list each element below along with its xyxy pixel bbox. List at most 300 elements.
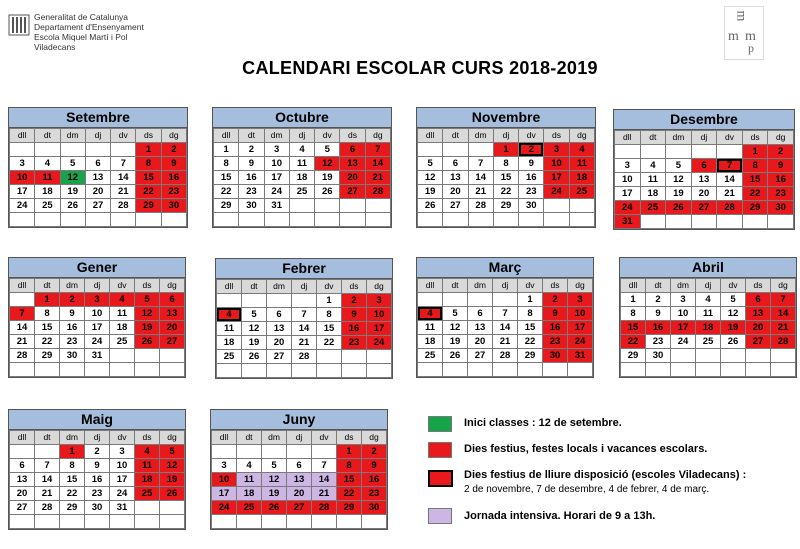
day-cell: 11 bbox=[110, 307, 135, 321]
weekday-header: dll bbox=[212, 431, 237, 445]
weekday-header: dg bbox=[160, 431, 185, 445]
day-cell: 26 bbox=[418, 199, 443, 213]
day-cell: 28 bbox=[771, 335, 796, 349]
empty-cell bbox=[721, 363, 746, 377]
day-cell: 30 bbox=[519, 199, 544, 213]
day-cell: 27 bbox=[267, 350, 292, 364]
month-table bbox=[216, 279, 392, 378]
empty-cell bbox=[35, 143, 60, 157]
empty-cell bbox=[365, 199, 390, 213]
day-cell: 25 bbox=[217, 350, 242, 364]
empty-cell bbox=[691, 215, 717, 229]
weekday-header: dj bbox=[85, 129, 110, 143]
day-cell: 2 bbox=[519, 143, 544, 157]
day-cell: 29 bbox=[214, 199, 239, 213]
day-cell: 3 bbox=[85, 293, 110, 307]
day-cell: 20 bbox=[691, 187, 717, 201]
empty-cell bbox=[468, 363, 493, 377]
empty-cell bbox=[671, 363, 696, 377]
day-cell: 2 bbox=[239, 143, 264, 157]
weekday-header: ds bbox=[543, 279, 568, 293]
day-cell: 23 bbox=[342, 336, 367, 350]
empty-cell bbox=[217, 364, 242, 378]
weekday-header: ds bbox=[337, 431, 362, 445]
day-cell: 17 bbox=[10, 185, 35, 199]
day-cell: 4 bbox=[135, 445, 160, 459]
holiday-swatch bbox=[428, 442, 452, 458]
generalitat-crest-icon bbox=[8, 14, 30, 36]
weekday-header: dll bbox=[10, 279, 35, 293]
day-cell: 8 bbox=[214, 157, 239, 171]
weekday-header: ds bbox=[544, 129, 569, 143]
empty-cell bbox=[35, 515, 60, 529]
day-cell: 16 bbox=[519, 171, 544, 185]
day-cell: 25 bbox=[135, 487, 160, 501]
day-cell: 28 bbox=[493, 349, 518, 363]
month-name: Novembre bbox=[417, 108, 595, 128]
logo-letter: m bbox=[745, 29, 756, 44]
empty-cell bbox=[365, 213, 390, 227]
empty-cell bbox=[543, 363, 568, 377]
empty-cell bbox=[160, 501, 185, 515]
logo-letter: m bbox=[728, 29, 739, 44]
weekday-header: dg bbox=[768, 131, 794, 145]
day-cell: 10 bbox=[544, 157, 569, 171]
day-cell: 11 bbox=[640, 173, 666, 187]
day-cell: 14 bbox=[468, 171, 493, 185]
month-calendar bbox=[619, 257, 797, 378]
day-cell: 26 bbox=[443, 349, 468, 363]
empty-cell bbox=[135, 363, 160, 377]
empty-cell bbox=[262, 515, 287, 529]
month-name: Maig bbox=[9, 410, 185, 430]
day-cell: 19 bbox=[666, 187, 692, 201]
day-cell: 1 bbox=[337, 445, 362, 459]
empty-cell bbox=[568, 363, 593, 377]
empty-cell bbox=[696, 349, 721, 363]
weekday-header: dll bbox=[418, 129, 443, 143]
day-cell: 24 bbox=[544, 185, 569, 199]
weekday-header: dt bbox=[35, 129, 60, 143]
day-cell: 4 bbox=[696, 293, 721, 307]
day-cell: 15 bbox=[742, 173, 768, 187]
empty-cell bbox=[110, 363, 135, 377]
empty-cell bbox=[267, 364, 292, 378]
day-cell: 18 bbox=[110, 321, 135, 335]
day-cell: 18 bbox=[35, 185, 60, 199]
empty-cell bbox=[312, 515, 337, 529]
weekday-header: dll bbox=[418, 279, 443, 293]
organization-lines bbox=[34, 12, 144, 52]
day-cell: 28 bbox=[292, 350, 317, 364]
empty-cell bbox=[746, 363, 771, 377]
day-cell: 11 bbox=[35, 171, 60, 185]
empty-cell bbox=[340, 213, 365, 227]
day-cell: 13 bbox=[85, 171, 110, 185]
month-calendar bbox=[416, 257, 594, 378]
day-cell: 23 bbox=[543, 335, 568, 349]
month-table bbox=[211, 430, 387, 529]
day-cell: 18 bbox=[569, 171, 594, 185]
legend-free-label: Dies festius de lliure disposició (escoles Viladecans) : bbox=[464, 469, 747, 481]
empty-cell bbox=[666, 215, 692, 229]
day-cell: 23 bbox=[60, 335, 85, 349]
day-cell: 18 bbox=[289, 171, 314, 185]
weekday-header: ds bbox=[742, 131, 768, 145]
day-cell: 23 bbox=[161, 185, 186, 199]
weekday-header: dj bbox=[292, 280, 317, 294]
day-cell: 30 bbox=[60, 349, 85, 363]
day-cell: 17 bbox=[367, 322, 392, 336]
day-cell: 22 bbox=[621, 335, 646, 349]
day-cell: 5 bbox=[666, 159, 692, 173]
weekday-header: ds bbox=[340, 129, 365, 143]
empty-cell bbox=[160, 363, 185, 377]
day-cell: 16 bbox=[342, 322, 367, 336]
empty-cell bbox=[110, 515, 135, 529]
day-cell: 23 bbox=[768, 187, 794, 201]
weekday-header: dv bbox=[110, 431, 135, 445]
month-name: Abril bbox=[620, 258, 796, 278]
empty-cell bbox=[418, 213, 443, 227]
empty-cell bbox=[443, 363, 468, 377]
empty-cell bbox=[342, 350, 367, 364]
weekday-header: dll bbox=[615, 131, 641, 145]
day-cell: 28 bbox=[10, 349, 35, 363]
month-table bbox=[417, 128, 595, 227]
day-cell: 7 bbox=[365, 143, 390, 157]
day-cell: 14 bbox=[35, 473, 60, 487]
day-cell: 13 bbox=[691, 173, 717, 187]
day-cell: 7 bbox=[292, 308, 317, 322]
day-cell: 4 bbox=[110, 293, 135, 307]
day-cell: 19 bbox=[721, 321, 746, 335]
empty-cell bbox=[212, 515, 237, 529]
empty-cell bbox=[10, 445, 35, 459]
day-cell: 22 bbox=[337, 487, 362, 501]
day-cell: 22 bbox=[60, 487, 85, 501]
empty-cell bbox=[493, 363, 518, 377]
weekday-header: dt bbox=[239, 129, 264, 143]
day-cell: 13 bbox=[267, 322, 292, 336]
legend-free-dates: 2 de novembre, 7 de desembre, 4 de febrer, 4 de març. bbox=[464, 484, 710, 495]
empty-cell bbox=[317, 364, 342, 378]
day-cell: 4 bbox=[237, 459, 262, 473]
school-logo bbox=[724, 6, 764, 60]
day-cell: 1 bbox=[317, 294, 342, 308]
day-cell: 26 bbox=[262, 501, 287, 515]
day-cell: 17 bbox=[671, 321, 696, 335]
day-cell: 21 bbox=[10, 335, 35, 349]
day-cell: 25 bbox=[35, 199, 60, 213]
day-cell: 22 bbox=[35, 335, 60, 349]
day-cell: 3 bbox=[264, 143, 289, 157]
day-cell: 12 bbox=[418, 171, 443, 185]
day-cell: 25 bbox=[110, 335, 135, 349]
day-cell: 15 bbox=[317, 322, 342, 336]
day-cell: 15 bbox=[136, 171, 161, 185]
day-cell: 5 bbox=[443, 307, 468, 321]
empty-cell bbox=[640, 145, 666, 159]
weekday-header: dj bbox=[691, 131, 717, 145]
day-cell: 3 bbox=[568, 293, 593, 307]
day-cell: 2 bbox=[161, 143, 186, 157]
weekday-header: dv bbox=[111, 129, 136, 143]
day-cell: 16 bbox=[60, 321, 85, 335]
day-cell: 9 bbox=[543, 307, 568, 321]
day-cell: 27 bbox=[746, 335, 771, 349]
day-cell: 9 bbox=[362, 459, 387, 473]
day-cell: 14 bbox=[10, 321, 35, 335]
empty-cell bbox=[666, 145, 692, 159]
day-cell: 8 bbox=[337, 459, 362, 473]
empty-cell bbox=[544, 199, 569, 213]
day-cell: 3 bbox=[10, 157, 35, 171]
day-cell: 19 bbox=[60, 185, 85, 199]
day-cell: 27 bbox=[443, 199, 468, 213]
day-cell: 1 bbox=[621, 293, 646, 307]
day-cell: 24 bbox=[568, 335, 593, 349]
day-cell: 18 bbox=[418, 335, 443, 349]
day-cell: 18 bbox=[696, 321, 721, 335]
day-cell: 10 bbox=[212, 473, 237, 487]
day-cell: 17 bbox=[544, 171, 569, 185]
weekday-header: dg bbox=[771, 279, 796, 293]
day-cell: 14 bbox=[717, 173, 743, 187]
empty-cell bbox=[493, 213, 518, 227]
day-cell: 22 bbox=[518, 335, 543, 349]
logo-letter: p bbox=[748, 41, 754, 55]
empty-cell bbox=[367, 364, 392, 378]
empty-cell bbox=[289, 213, 314, 227]
day-cell: 23 bbox=[85, 487, 110, 501]
weekday-header: dv bbox=[519, 129, 544, 143]
empty-cell bbox=[362, 515, 387, 529]
empty-cell bbox=[160, 515, 185, 529]
day-cell: 2 bbox=[85, 445, 110, 459]
empty-cell bbox=[443, 213, 468, 227]
day-cell: 10 bbox=[10, 171, 35, 185]
weekday-header: dm bbox=[468, 129, 493, 143]
day-cell: 15 bbox=[493, 171, 518, 185]
empty-cell bbox=[468, 293, 493, 307]
month-name: Gener bbox=[9, 258, 185, 278]
day-cell: 27 bbox=[468, 349, 493, 363]
day-cell: 24 bbox=[10, 199, 35, 213]
weekday-header: dg bbox=[365, 129, 390, 143]
empty-cell bbox=[696, 363, 721, 377]
day-cell: 6 bbox=[340, 143, 365, 157]
empty-cell bbox=[60, 213, 85, 227]
weekday-header: dm bbox=[60, 279, 85, 293]
month-calendar bbox=[613, 109, 795, 230]
day-cell: 9 bbox=[60, 307, 85, 321]
day-cell: 1 bbox=[214, 143, 239, 157]
day-cell: 1 bbox=[742, 145, 768, 159]
day-cell: 29 bbox=[621, 349, 646, 363]
day-cell: 2 bbox=[768, 145, 794, 159]
day-cell: 12 bbox=[262, 473, 287, 487]
day-cell: 15 bbox=[337, 473, 362, 487]
day-cell: 27 bbox=[160, 335, 185, 349]
org-line: Generalitat de Catalunya bbox=[34, 12, 129, 22]
empty-cell bbox=[746, 349, 771, 363]
weekday-header: ds bbox=[135, 279, 160, 293]
empty-cell bbox=[443, 143, 468, 157]
day-cell: 26 bbox=[315, 185, 340, 199]
day-cell: 4 bbox=[569, 143, 594, 157]
empty-cell bbox=[262, 445, 287, 459]
day-cell: 10 bbox=[264, 157, 289, 171]
day-cell: 20 bbox=[340, 171, 365, 185]
day-cell: 9 bbox=[768, 159, 794, 173]
day-cell: 12 bbox=[443, 321, 468, 335]
empty-cell bbox=[264, 213, 289, 227]
month-calendar bbox=[212, 107, 392, 228]
weekday-header: dv bbox=[315, 129, 340, 143]
weekday-header: dll bbox=[621, 279, 646, 293]
day-cell: 24 bbox=[85, 335, 110, 349]
day-cell: 5 bbox=[160, 445, 185, 459]
weekday-header: dj bbox=[85, 279, 110, 293]
day-cell: 5 bbox=[60, 157, 85, 171]
weekday-header: dv bbox=[518, 279, 543, 293]
day-cell: 7 bbox=[468, 157, 493, 171]
weekday-header: dv bbox=[317, 280, 342, 294]
weekday-header: dm bbox=[267, 280, 292, 294]
day-cell: 20 bbox=[85, 185, 110, 199]
day-cell: 3 bbox=[544, 143, 569, 157]
day-cell: 11 bbox=[418, 321, 443, 335]
month-name: Setembre bbox=[9, 108, 187, 128]
day-cell: 21 bbox=[468, 185, 493, 199]
day-cell: 15 bbox=[621, 321, 646, 335]
weekday-header: dt bbox=[35, 431, 60, 445]
day-cell: 18 bbox=[640, 187, 666, 201]
weekday-header: dt bbox=[242, 280, 267, 294]
day-cell: 28 bbox=[468, 199, 493, 213]
day-cell: 10 bbox=[85, 307, 110, 321]
day-cell: 9 bbox=[519, 157, 544, 171]
weekday-header: ds bbox=[135, 431, 160, 445]
day-cell: 3 bbox=[110, 445, 135, 459]
day-cell: 6 bbox=[267, 308, 292, 322]
day-cell: 10 bbox=[110, 459, 135, 473]
empty-cell bbox=[111, 213, 136, 227]
day-cell: 2 bbox=[362, 445, 387, 459]
day-cell: 14 bbox=[493, 321, 518, 335]
empty-cell bbox=[418, 293, 443, 307]
day-cell: 17 bbox=[568, 321, 593, 335]
day-cell: 8 bbox=[742, 159, 768, 173]
weekday-header: dj bbox=[287, 431, 312, 445]
empty-cell bbox=[212, 445, 237, 459]
day-cell: 16 bbox=[239, 171, 264, 185]
day-cell: 15 bbox=[60, 473, 85, 487]
day-cell: 9 bbox=[646, 307, 671, 321]
day-cell: 29 bbox=[493, 199, 518, 213]
month-calendar bbox=[8, 257, 186, 378]
day-cell: 2 bbox=[646, 293, 671, 307]
empty-cell bbox=[342, 364, 367, 378]
empty-cell bbox=[237, 515, 262, 529]
day-cell: 23 bbox=[239, 185, 264, 199]
empty-cell bbox=[544, 213, 569, 227]
day-cell: 5 bbox=[262, 459, 287, 473]
empty-cell bbox=[10, 363, 35, 377]
empty-cell bbox=[768, 215, 794, 229]
day-cell: 22 bbox=[493, 185, 518, 199]
empty-cell bbox=[287, 515, 312, 529]
legend bbox=[428, 414, 788, 534]
weekday-header: dm bbox=[264, 129, 289, 143]
day-cell: 17 bbox=[85, 321, 110, 335]
day-cell: 9 bbox=[85, 459, 110, 473]
day-cell: 28 bbox=[111, 199, 136, 213]
empty-cell bbox=[161, 213, 186, 227]
day-cell: 6 bbox=[287, 459, 312, 473]
day-cell: 11 bbox=[289, 157, 314, 171]
day-cell: 2 bbox=[60, 293, 85, 307]
day-cell: 21 bbox=[771, 321, 796, 335]
day-cell: 5 bbox=[418, 157, 443, 171]
day-cell: 3 bbox=[671, 293, 696, 307]
empty-cell bbox=[287, 445, 312, 459]
empty-cell bbox=[160, 349, 185, 363]
day-cell: 2 bbox=[342, 294, 367, 308]
month-name: Febrer bbox=[216, 259, 392, 279]
day-cell: 10 bbox=[568, 307, 593, 321]
empty-cell bbox=[60, 143, 85, 157]
day-cell: 26 bbox=[135, 335, 160, 349]
day-cell: 9 bbox=[342, 308, 367, 322]
empty-cell bbox=[35, 363, 60, 377]
empty-cell bbox=[135, 515, 160, 529]
day-cell: 29 bbox=[35, 349, 60, 363]
page-title: CALENDARI ESCOLAR CURS 2018-2019 bbox=[242, 58, 598, 78]
day-cell: 7 bbox=[312, 459, 337, 473]
day-cell: 3 bbox=[367, 294, 392, 308]
day-cell: 30 bbox=[543, 349, 568, 363]
day-cell: 6 bbox=[10, 459, 35, 473]
day-cell: 17 bbox=[264, 171, 289, 185]
weekday-header: dj bbox=[493, 279, 518, 293]
empty-cell bbox=[717, 145, 743, 159]
weekday-header: ds bbox=[136, 129, 161, 143]
day-cell: 13 bbox=[340, 157, 365, 171]
month-table bbox=[213, 128, 391, 227]
empty-cell bbox=[418, 363, 443, 377]
day-cell: 31 bbox=[110, 501, 135, 515]
day-cell: 12 bbox=[160, 459, 185, 473]
day-cell: 27 bbox=[340, 185, 365, 199]
month-table bbox=[9, 128, 187, 227]
day-cell: 1 bbox=[35, 293, 60, 307]
empty-cell bbox=[267, 294, 292, 308]
day-cell: 16 bbox=[161, 171, 186, 185]
logo-letter: m bbox=[733, 10, 749, 22]
day-cell: 1 bbox=[136, 143, 161, 157]
empty-cell bbox=[85, 143, 110, 157]
empty-cell bbox=[615, 145, 641, 159]
month-table bbox=[9, 278, 185, 377]
empty-cell bbox=[646, 363, 671, 377]
day-cell: 13 bbox=[443, 171, 468, 185]
day-cell: 6 bbox=[85, 157, 110, 171]
day-cell: 20 bbox=[160, 321, 185, 335]
legend-intensive-label: Jornada intensiva. Horari de 9 a 13h. bbox=[464, 510, 656, 522]
month-table bbox=[620, 278, 796, 377]
